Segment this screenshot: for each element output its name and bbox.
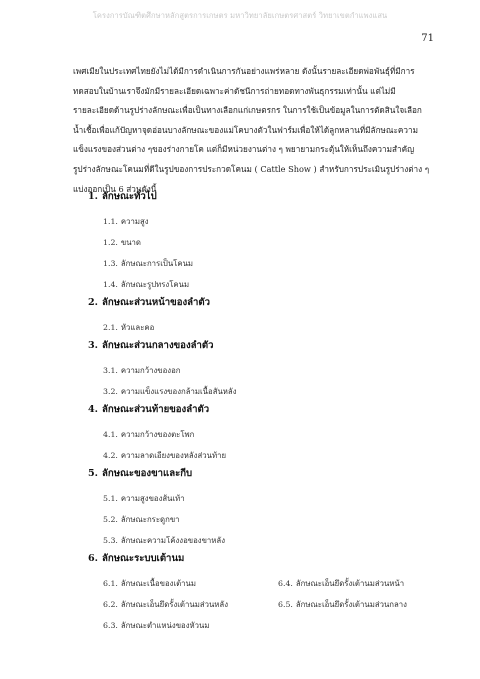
item-number: 3.2. xyxy=(103,387,118,396)
section-heading xyxy=(88,295,453,317)
item-number: 4.2. xyxy=(103,451,118,460)
paragraph-line: รายละเอียดด้านรูปร่างลักษณะเพื่อเป็นทางเลือกแก่เกษตรกร ในการใช้เป็นข้อมูลในการตัดสินใจเลือก xyxy=(73,105,422,116)
list-item xyxy=(103,211,363,232)
paragraph-line: แบ่งออกเป็น 6 ส่วนดังนี้ xyxy=(73,183,157,194)
item-label: ลักษณะการเป็นโคนม xyxy=(120,258,194,268)
section-number: 2. xyxy=(88,297,99,308)
section-heading xyxy=(88,402,453,424)
section-udder-system xyxy=(73,551,453,636)
section-title: ลักษณะส่วนท้ายของลำตัว xyxy=(102,404,210,415)
section-heading xyxy=(88,338,453,360)
paragraph-line: เพศเมียในประเทศไทยยังไม่ได้มีการดำเนินการกันอย่างแพร่หลาย ดังนั้นรายละเอียดพ่อพันธุ์ที่มีการ xyxy=(73,66,415,76)
list-item xyxy=(103,274,363,295)
list-item xyxy=(103,445,363,466)
section-items xyxy=(103,211,453,295)
section-items xyxy=(103,488,453,551)
section-heading xyxy=(88,551,453,573)
section-title: ลักษณะทั่วไป xyxy=(102,191,157,202)
section-items xyxy=(103,424,453,466)
section-title: ลักษณะส่วนหน้าของลำตัว xyxy=(102,297,211,308)
section-number: 5. xyxy=(88,468,99,479)
paragraph-line: รูปร่างลักษณะโคนมที่ดีในรูปของการประกวดโคนม ( Cattle Show ) สำหรับการประเมินรูปร่างต่าง ๆ xyxy=(73,163,430,174)
list-item xyxy=(103,530,363,551)
item-label: ความแข็งแรงของกล้ามเนื้อสันหลัง xyxy=(120,386,237,396)
item-number: 6.2. xyxy=(103,600,118,609)
item-number: 6.1. xyxy=(103,579,118,588)
item-label: ความกว้างของอก xyxy=(120,365,181,375)
item-number: 5.2. xyxy=(103,515,118,524)
item-label: ความลาดเอียงของหลังส่วนท้าย xyxy=(120,450,227,460)
section-title: ลักษณะระบบเต้านม xyxy=(102,553,185,564)
item-number: 1.3. xyxy=(103,259,118,268)
list-item xyxy=(103,360,363,381)
section-title: ลักษณะส่วนกลางของลำตัว xyxy=(102,340,214,351)
section-title: ลักษณะของขาและกีบ xyxy=(102,468,193,479)
body-paragraph xyxy=(73,62,435,199)
item-number: 5.1. xyxy=(103,494,118,503)
section-rear-body xyxy=(73,402,453,466)
list-item xyxy=(103,509,363,530)
item-label: ลักษณะเอ็นยึดรั้งเต้านมส่วนหลัง xyxy=(120,599,229,609)
list-item xyxy=(278,573,453,594)
item-label: หัวและคอ xyxy=(120,322,155,332)
paragraph-line: ทดสอบในบ้านเราจึงมักมีรายละเอียดเฉพาะค่าดัชนีการถ่ายทอดทางพันธุกรรมเท่านั้น แต่ไม่มี xyxy=(73,85,396,96)
section-items xyxy=(103,360,453,402)
item-number: 1.1. xyxy=(103,217,118,226)
list-item xyxy=(103,232,363,253)
section-heading xyxy=(88,466,453,488)
page-number: 71 xyxy=(421,33,434,44)
section-items xyxy=(103,573,453,636)
section-number: 3. xyxy=(88,340,99,351)
item-label: ลักษณะตำแหน่งของหัวนม xyxy=(120,620,210,630)
item-number: 6.3. xyxy=(103,621,118,630)
section-legs-hooves xyxy=(73,466,453,551)
item-number: 6.4. xyxy=(278,579,293,588)
header-watermark: โครงการบัณฑิตศึกษาหลักสูตรการเกษตร มหาวิทยาลัยเกษตรศาสตร์ วิทยาเขตกำแพงแสน xyxy=(92,11,388,20)
section-middle-body xyxy=(73,338,453,402)
trait-list xyxy=(73,189,453,636)
section-front-body xyxy=(73,295,453,338)
item-number: 5.3. xyxy=(103,536,118,545)
item-number: 4.1. xyxy=(103,430,118,439)
list-item xyxy=(103,594,278,615)
item-label: ลักษณะเอ็นยึดรั้งเต้านมส่วนหน้า xyxy=(295,578,405,588)
item-label: ความกว้างของตะโพก xyxy=(120,429,195,439)
list-item xyxy=(103,381,363,402)
section-number: 1. xyxy=(88,191,99,202)
paragraph-line: แข็งแรงของส่วนต่าง ๆของร่างกายโค แต่ก็มีหน่วยงานต่าง ๆ พยายามกระตุ้นให้เห็นถึงความสำคัญ xyxy=(73,144,415,155)
paragraph-line: น้ำเชื้อเพื่อแก้ปัญหาจุดอ่อนบางลักษณะของแม่โคบางตัวในฟาร์มเพื่อให้ได้ลูกหลานที่มีลักษณะความ xyxy=(73,124,418,135)
list-item xyxy=(103,573,278,594)
item-number: 1.4. xyxy=(103,280,118,289)
item-label: ลักษณะรูปทรงโคนม xyxy=(120,279,190,289)
section-number: 6. xyxy=(88,553,99,564)
item-number: 1.2. xyxy=(103,238,118,247)
section-heading xyxy=(88,189,453,211)
item-label: ลักษณะเอ็นยึดรั้งเต้านมส่วนกลาง xyxy=(295,599,407,609)
item-label: ความสูงของส้นเท้า xyxy=(120,493,185,503)
list-item xyxy=(103,488,363,509)
item-number: 3.1. xyxy=(103,366,118,375)
item-label: ขนาด xyxy=(120,237,141,247)
list-item xyxy=(103,317,363,338)
list-item xyxy=(103,424,363,445)
list-item xyxy=(278,594,453,615)
list-item xyxy=(103,615,278,636)
item-number: 6.5. xyxy=(278,600,293,609)
section-number: 4. xyxy=(88,404,99,415)
item-label: ลักษณะความโค้งงอของขาหลัง xyxy=(120,535,226,545)
section-items xyxy=(103,317,453,338)
item-number: 2.1. xyxy=(103,323,118,332)
item-label: ความสูง xyxy=(120,216,149,226)
list-item xyxy=(103,253,363,274)
item-label: ลักษณะเนื้อของเต้านม xyxy=(120,578,197,588)
item-label: ลักษณะกระดูกขา xyxy=(120,514,180,524)
section-general xyxy=(73,189,453,295)
